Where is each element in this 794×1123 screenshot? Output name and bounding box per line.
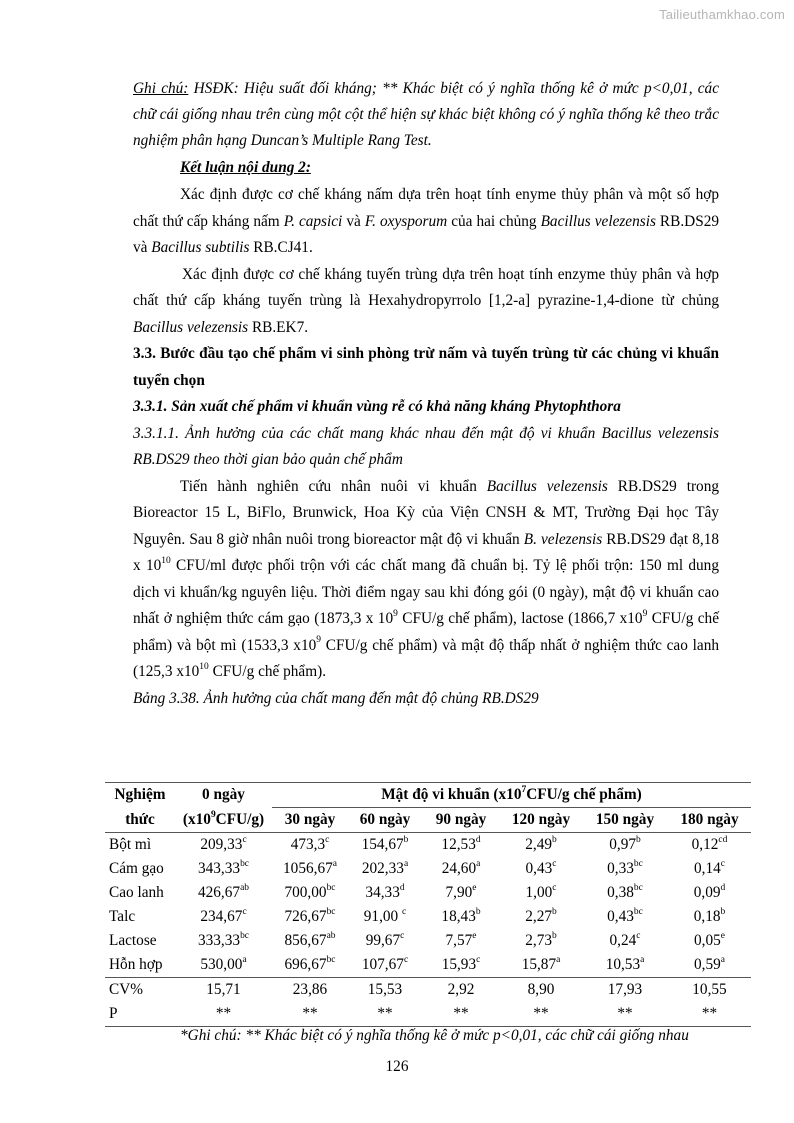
conclusion-para-1: Xác định được cơ chế kháng nấm dựa trên hoạt tính enyme thủy phân và một số hợp chất thứ cấp kháng nấm P. capsici và F. oxysporum của hai chủng Bacillus velezensis RB.DS29 và Bacillus subtilis RB.CJ41.	[133, 186, 720, 256]
table-row	[105, 953, 751, 978]
table-footnote: *Ghi chú: ** Khác biệt có ý nghĩa thống kê ở mức p<0,01, các chữ cái giống nhau	[180, 1027, 689, 1044]
table-cell: 856,67$^{ab}$	[284, 930, 336, 949]
header-day-30: 30 ngày	[272, 808, 348, 833]
table-cell: 18,43$^b$	[441, 906, 481, 925]
table-cell: 343,33$^{bc}$	[197, 858, 249, 877]
section-heading-3-3-1: 3.3.1. Sản xuất chế phẩm vi khuẩn vùng rễ có khả năng kháng Phytophthora	[133, 398, 621, 415]
table-cell: 0,05e	[694, 930, 725, 949]
table-cell: 0,59$^a$	[694, 954, 725, 973]
note-top	[133, 76, 719, 154]
table-cell: 34,33$^d$	[365, 882, 405, 901]
table-caption: Bảng 3.38. Ảnh hưởng của chất mang đến mật độ chủng RB.DS29	[133, 689, 539, 707]
table-cell: 10,53$^a$	[605, 954, 645, 973]
table-cell: 696,67$^{bc}$	[284, 954, 336, 973]
table-cell: 0,18$^b$	[693, 906, 726, 925]
table-cell: 15,87$^a$	[521, 954, 561, 973]
table-cell: 0,12$^{cd}$	[691, 834, 728, 853]
table-cell: 0,43$^c$	[525, 858, 557, 877]
row-label: Bột mì	[109, 836, 152, 853]
row-label: Cao lanh	[109, 884, 164, 901]
header-day-60: 60 ngày	[348, 808, 422, 833]
table-cell: 473,3$^c$	[290, 834, 330, 853]
section-heading-3-3: 3.3. Bước đầu tạo chế phẩm vi sinh phòng trừ nấm và tuyến trùng từ các chủng vi khuẩn tuyển chọn	[133, 345, 719, 389]
header-density-group: Mật độ vi khuẩn ($x10^7CFU/g$ chế phẩm)	[272, 783, 751, 808]
table-cell: 154,67$^b$	[361, 834, 409, 853]
table-cell: 107,67$^c$	[361, 954, 409, 973]
header-day-90: 90 ngày	[422, 808, 500, 833]
table-row	[105, 881, 751, 905]
table-cell: 7,90e	[445, 882, 477, 901]
table-row	[105, 929, 751, 953]
table-cell: 0,43$^{bc}$	[607, 906, 643, 925]
page-number: 126	[385, 1058, 409, 1075]
table-row-p: P ** ** ** ** ** ** **	[105, 1002, 751, 1027]
table-cell: 234,67$^c$	[200, 906, 247, 925]
table-cell: 209,33$^c$	[200, 834, 247, 853]
table-cell: 202,33$^a$	[361, 858, 409, 877]
header-day-180: 180 ngày	[668, 808, 751, 833]
table-cell: 333,33$^{bc}$	[197, 930, 249, 949]
table-cell: 700,00$^{bc}$	[284, 882, 336, 901]
table-cell: 2,27$^b$	[525, 906, 557, 925]
note-text: HSĐK: Hiệu suất đối kháng; ** Khác biệt có ý nghĩa thống kê ở mức p<0,01, các chữ cái giống nhau trên cùng một cột thể hiện sự khác biệt không có ý nghĩa thống kê theo trắc nghiệm phân hạng Duncan’s Multiple Rang Test.	[133, 80, 719, 149]
table-cell: 1056,67$^a$	[283, 858, 337, 877]
table-cell: 0,24$^c$	[609, 930, 641, 949]
header-day-150: 150 ngày	[582, 808, 668, 833]
page-content	[133, 76, 719, 712]
table-cell: 0,33$^{bc}$	[607, 858, 643, 877]
table-cell: 426,67$^{ab}$	[197, 882, 249, 901]
table-cell: 2,49$^b$	[525, 834, 557, 853]
row-label: Cám gạo	[109, 860, 164, 877]
table-cell: 2,73$^b$	[525, 930, 557, 949]
table-header-row-2	[105, 808, 751, 833]
body-paragraph: Tiến hành nghiên cứu nhân nuôi vi khuẩn Bacillus velezensis RB.DS29 trong Bioreactor 15 L, BiFlo, Brunwick, Hoa Kỳ của Viện CNSH & MT, Trường Đại học Tây Nguyên. Sau 8 giờ nhân nuôi trong bioreactor mật độ vi khuẩn B. velezensis RB.DS29 đạt 8,18 x $10^{10}$ CFU/ml được phối trộn với các chất mang đã chuẩn bị. Tỷ lệ phối trộn: 150 ml dung dịch vi khuẩn/kg nguyên liệu. Thời điểm ngay sau khi đóng gói (0 ngày), mật độ vi khuẩn cao nhất ở nghiệm thức cám gạo (1873,3 x $10^9$ CFU/g chế phẩm), lactose (1866,7 $x10^9$ CFU/g chế phẩm) và bột mì (1533,3 $x10^9$ CFU/g chế phẩm) và mật độ thấp nhất ở nghiệm thức cao lanh (125,3 $x10^{10}$ CFU/g chế phẩm).	[133, 477, 719, 680]
header-day0: 0 ngày	[175, 783, 272, 808]
table-row	[105, 857, 751, 881]
header-treatment: Nghiệm	[105, 783, 175, 808]
table-row-cv: CV% 15,71 23,86 15,53 2,92 8,90 17,93 10,55	[105, 978, 751, 1003]
table-cell: 99,67$^c$	[365, 930, 405, 949]
row-label: CV%	[105, 978, 175, 1003]
table-cell: 15,93$^c$	[441, 954, 481, 973]
note-label: Ghi chú:	[133, 80, 189, 97]
table-cell: 530,00$^a$	[200, 954, 247, 973]
table-cell: 0,97$^b$	[609, 834, 641, 853]
conclusion-heading: Kết luận nội dung 2:	[180, 159, 311, 176]
table-cell: 1,00$^c$	[525, 882, 557, 901]
table-cell: 24,60$^a$	[441, 858, 481, 877]
section-heading-3-3-1-1: 3.3.1.1. Ảnh hưởng của các chất mang khác nhau đến mật độ vi khuẩn Bacillus velezensis RB.DS29 theo thời gian bảo quản chế phẩm	[133, 424, 719, 468]
table-cell: 0,14$^c$	[694, 858, 725, 877]
carrier-density-table	[105, 782, 751, 1027]
conclusion-para-2: Xác định được cơ chế kháng tuyến trùng dựa trên hoạt tính enzyme thủy phân và hợp chất thứ cấp kháng tuyến trùng là Hexahydropyrrolo [1,2-a] pyrazine-1,4-dione từ chủng Bacillus velezensis RB.EK7.	[133, 265, 719, 336]
table-cell: 12,53$^d$	[441, 834, 481, 853]
header-day0-unit: $(x10^9CFU/g)$	[175, 808, 272, 833]
row-label: P	[105, 1002, 175, 1027]
table-cell: 726,67$^{bc}$	[284, 906, 336, 925]
table-cell: 0,09$^d$	[693, 882, 726, 901]
table-header-row-1	[105, 783, 751, 808]
table-cell: 7,57e	[445, 930, 477, 949]
row-label: Talc	[109, 908, 136, 925]
table-cell: 0,38$^{bc}$	[607, 882, 643, 901]
row-label: Lactose	[109, 932, 157, 949]
row-label: Hỗn hợp	[109, 956, 163, 973]
header-day-120: 120 ngày	[500, 808, 582, 833]
table-row	[105, 905, 751, 929]
table-cell: 91,00 $^c$	[363, 906, 407, 925]
header-treatment-2: thức	[105, 808, 175, 833]
watermark: Tailieuthamkhao.com	[659, 7, 785, 22]
table-row	[105, 833, 751, 858]
